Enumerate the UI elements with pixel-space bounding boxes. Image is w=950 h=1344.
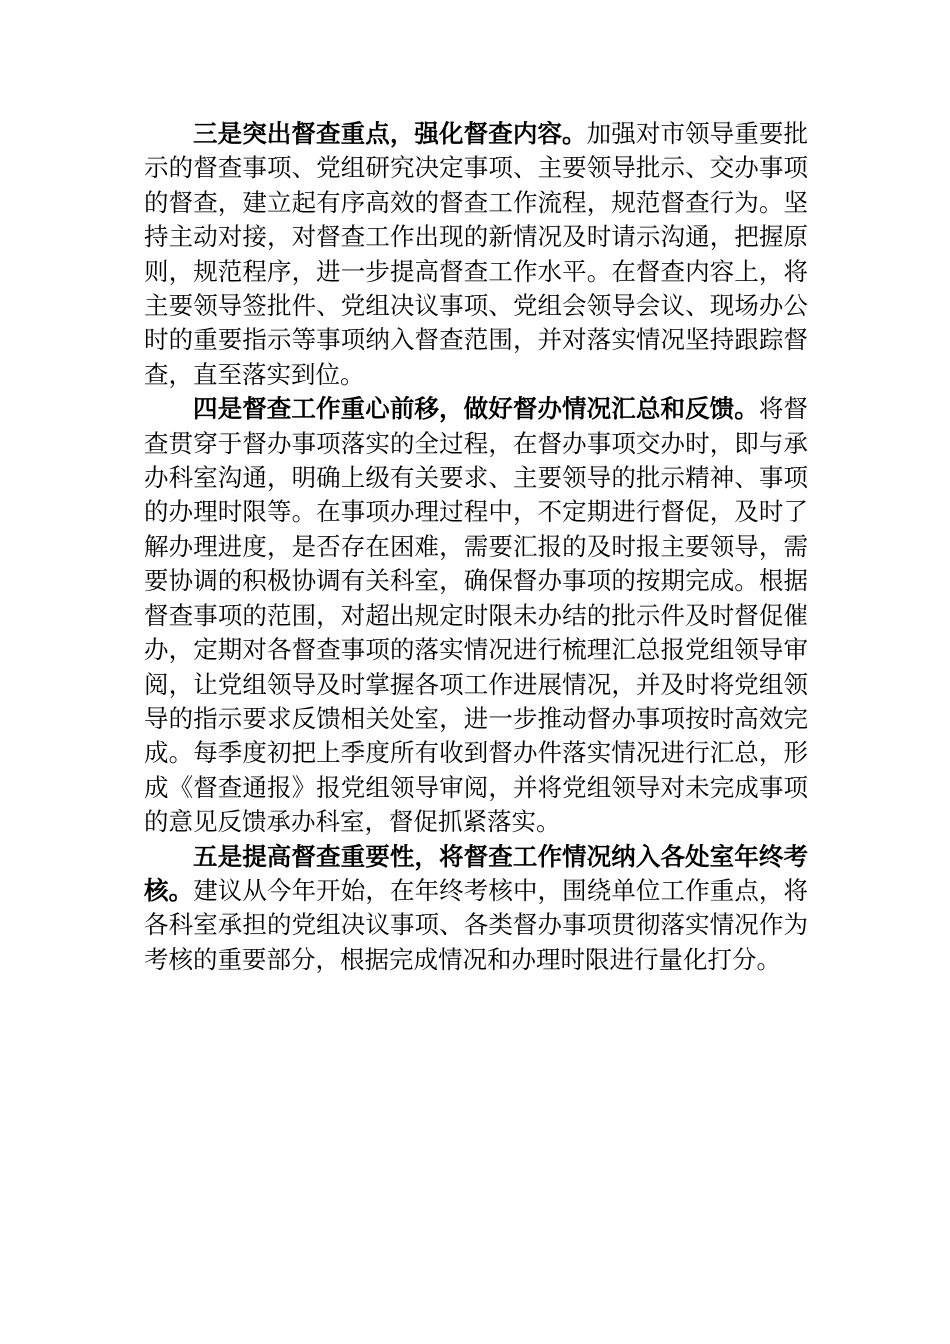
paragraph-three-text: 加强对市领导重要批示的督查事项、党组研究决定事项、主要领导批示、交办事项的督查，建立起有序高效的督查工作流程，规范督查行为。坚持主动对接，对督查工作出现的新情况及时请示沟通，把握原则，规范程序，进一步提高督查工作水平。在督查内容上，将主要领导签批件、党组决议事项、党组会领导会议、现场办公时的重要指示等事项纳入督查范围，并对落实情况坚持跟踪督查，直至落实到位。 <box>144 119 809 389</box>
paragraph-five <box>144 840 808 978</box>
paragraph-three-heading: 三是突出督查重点，强化督查内容。 <box>193 119 587 148</box>
paragraph-four-heading: 四是督查工作重心前移，做好督办情况汇总和反馈。 <box>193 394 759 424</box>
paragraph-four <box>144 392 808 839</box>
paragraph-three <box>144 117 808 392</box>
paragraph-four-text: 将督查贯穿于督办事项落实的全过程，在督办事项交办时，即与承办科室沟通，明确上级有关要求、主要领导的批示精神、事项的办理时限等。在事项办理过程中，不定期进行督促，及时了解办理进度，是否存在困难，需要汇报的及时报主要领导，需要协调的积极协调有关科室，确保督办事项的按期完成。根据督查事项的范围，对超出规定时限未办结的批示件及时督促催办，定期对各督查事项的落实情况进行梳理汇总报党组领导审阅，让党组领导及时掌握各项工作进展情况，并及时将党组领导的指示要求反馈相关处室，进一步推动督办事项按时高效完成。每季度初把上季度所有收到督办件落实情况进行汇总，形成《督查通报》报党组领导审阅，并将党组领导对未完成事项的意见反馈承办科室，督促抓紧落实。 <box>144 394 809 837</box>
document-body <box>144 117 808 977</box>
paragraph-five-heading: 五是提高督查重要性，将督查工作情况纳入各处室年终考核。 <box>144 841 808 905</box>
paragraph-five-text: 建议从今年开始，在年终考核中，围绕单位工作重点，将各科室承担的党组决议事项、各类督办事项贯彻落实情况作为考核的重要部分，根据完成情况和办理时限进行量化打分。 <box>144 875 809 974</box>
